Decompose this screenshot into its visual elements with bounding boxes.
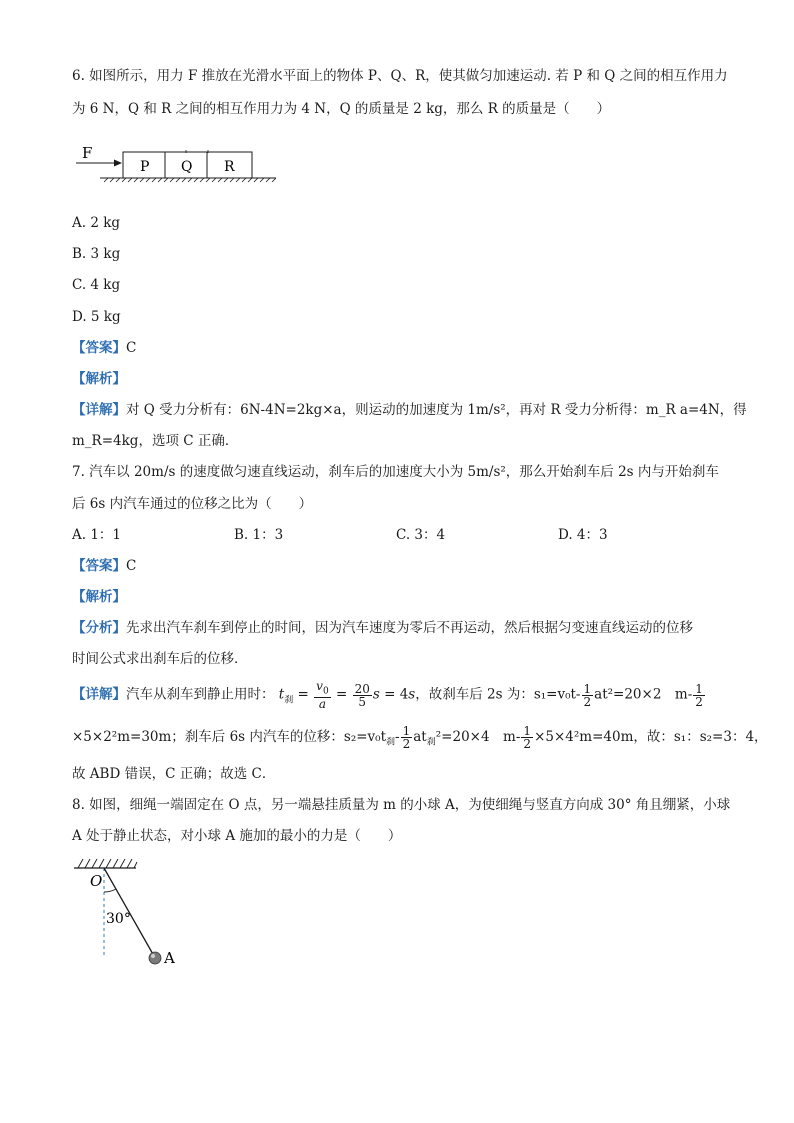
q7-detail-line2: ×5×2²m=30m；刹车后 6s 内汽车的位移：$s_2=v_0t_刹-$ $\frac{1}{2}$ $at_刹^2=20\times 4$ m- $\frac{1}{2}$ ×5×4²m=40m，故：s₁：s₂=3：4，	[72, 724, 768, 751]
q7-option-a: A. 1：1	[72, 527, 122, 543]
force-arrowhead	[114, 160, 122, 167]
fraction-v0-over-a: $\frac{v_0}{a}$	[316, 679, 329, 712]
angle-arc	[104, 889, 116, 892]
point-o-label: O	[90, 872, 103, 890]
angle-label: 30°	[106, 911, 131, 927]
q6-answer	[72, 338, 136, 358]
q7-option-c: C. 3：4	[396, 527, 446, 543]
ball-a	[149, 952, 161, 964]
q6-detail-line2: m_R=4kg，选项 C 正确．	[72, 433, 239, 449]
q7-stem-line1: 7. 汽车以 20m/s 的速度做匀速直线运动，刹车后的加速度大小为 5m/s²，那么开始刹车后 2s 内与开始刹车	[72, 464, 719, 480]
q7-detail-line1: 【详解】汽车从刹车到静止用时： $t_刹$ = $\frac{v_0}{a}$ = $\frac{20}{5}$ s = 4s，故刹车后 2s 为：s₁=v₀t- $\frac{1}{2}$ at²=20×2 m- $\frac{1}{2}$	[72, 679, 703, 712]
ball-highlight	[151, 954, 155, 958]
q7-option-b: B. 1：3	[234, 527, 284, 543]
ground-hatching	[104, 178, 276, 182]
q6-option-b: B. 3 kg	[72, 246, 121, 262]
q6-stem-line1: 6. 如图所示，用力 F 推放在光滑水平面上的物体 P、Q、R，使其做匀加速运动. 若 P 和 Q 之间的相互作用力	[72, 68, 728, 84]
q6-option-a: A. 2 kg	[72, 215, 121, 231]
q6-option-d: D. 5 kg	[72, 309, 121, 325]
q8-stem-line2: A 处于静止状态，对小球 A 施加的最小的力是（ ）	[72, 828, 402, 844]
q8-pendulum-diagram	[74, 856, 194, 970]
q6-block-diagram	[76, 140, 276, 186]
detail-text: 对 Q 受力分析有：6N-4N=2kg×a，则运动的加速度为 1m/s²，再对 R 受力分析得：m_R a=4N，得	[126, 402, 747, 418]
q8-stem-line1: 8. 如图，细绳一端固定在 O 点，另一端悬挂质量为 m 的小球 A，为使细绳与竖直方向成 30° 角且绷紧，小球	[72, 797, 731, 813]
q7-fenxi-line2: 时间公式求出刹车后的位移．	[72, 651, 248, 667]
detail-tag: 【详解】	[72, 402, 126, 418]
ceiling-hatching	[78, 859, 137, 868]
block-q-label: Q	[181, 159, 193, 175]
q6-analysis-tag: 【解析】	[72, 371, 126, 387]
q6-detail-line1	[72, 400, 747, 420]
block-p-label: P	[140, 159, 150, 175]
q7-stem-line2: 后 6s 内汽车通过的位移之比为（ ）	[72, 496, 313, 512]
q6-stem-line2: 为 6 N，Q 和 R 之间的相互作用力为 4 N，Q 的质量是 2 kg，那么 R 的质量是（ ）	[72, 101, 611, 117]
q6-option-c: C. 4 kg	[72, 277, 121, 293]
block-r-label: R	[224, 159, 235, 175]
q7-fenxi-line1: 【分析】先求出汽车刹车到停止的时间，因为汽车速度为零后不再运动，然后根据匀变速直线运动的位移	[72, 620, 693, 636]
q7-analysis-tag: 【解析】	[72, 589, 126, 605]
force-label: F	[82, 144, 93, 162]
ball-label: A	[164, 949, 175, 967]
q7-answer: 【答案】C	[72, 558, 137, 574]
answer-value: C	[126, 340, 137, 356]
q7-detail-line3: 故 ABD 错误，C 正确；故选 C．	[72, 766, 276, 782]
answer-tag: 【答案】	[72, 340, 126, 356]
fraction-20-over-5: $\frac{20}{5}$	[354, 681, 370, 709]
q7-option-d: D. 4：3	[558, 527, 608, 543]
